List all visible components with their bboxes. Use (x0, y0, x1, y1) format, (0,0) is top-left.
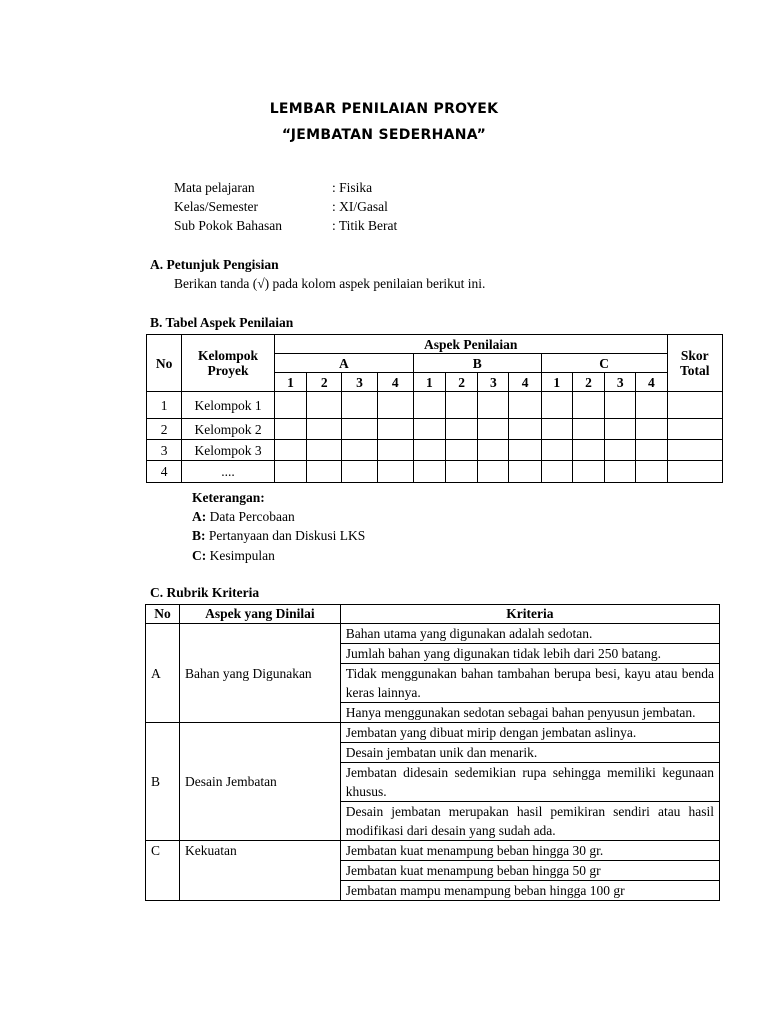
check-cell[interactable] (446, 461, 478, 483)
row-no: 3 (147, 440, 182, 461)
score-header: 4 (377, 373, 413, 392)
legend-heading: Keterangan: (192, 490, 265, 505)
check-cell[interactable] (509, 440, 541, 461)
table-row (147, 419, 723, 440)
row-group-name: Kelompok 3 (182, 440, 275, 461)
check-cell[interactable] (413, 461, 445, 483)
check-cell[interactable] (342, 461, 377, 483)
check-cell[interactable] (307, 392, 342, 419)
rubric-header-no: No (146, 605, 180, 624)
info-label-class: Kelas/Semester (174, 199, 258, 214)
check-cell[interactable] (509, 461, 541, 483)
check-cell[interactable] (636, 419, 667, 440)
check-cell[interactable] (572, 392, 604, 419)
score-header: 3 (478, 373, 509, 392)
check-cell[interactable] (274, 440, 306, 461)
check-cell[interactable] (446, 419, 478, 440)
check-cell[interactable] (541, 419, 572, 440)
check-cell[interactable] (636, 440, 667, 461)
total-cell[interactable] (667, 440, 723, 461)
legend-item-a: A: Data Percobaan (192, 509, 295, 524)
table-row (147, 392, 723, 419)
info-label-subject: Mata pelajaran (174, 180, 255, 195)
check-cell[interactable] (572, 461, 604, 483)
score-header: 4 (636, 373, 667, 392)
check-cell[interactable] (377, 392, 413, 419)
header-skor-total: Skor Total (667, 335, 723, 392)
check-cell[interactable] (605, 419, 636, 440)
section-b-heading: B. Tabel Aspek Penilaian (150, 315, 294, 330)
rubric-header-aspek: Aspek yang Dinilai (179, 605, 340, 624)
rubric-criterion: Tidak menggunakan bahan tambahan berupa besi, kayu atau benda keras lainnya. (340, 664, 719, 703)
score-header: 1 (413, 373, 445, 392)
check-cell[interactable] (605, 440, 636, 461)
score-header: 2 (572, 373, 604, 392)
rubric-criterion: Hanya menggunakan sedotan sebagai bahan penyusun jembatan. (340, 703, 719, 723)
rubric-group-aspek: Bahan yang Digunakan (179, 624, 340, 723)
check-cell[interactable] (342, 392, 377, 419)
check-cell[interactable] (478, 461, 509, 483)
info-label-topic: Sub Pokok Bahasan (174, 218, 282, 233)
check-cell[interactable] (478, 392, 509, 419)
check-cell[interactable] (274, 419, 306, 440)
table-row (147, 440, 723, 461)
header-aspek-penilaian: Aspek Penilaian (274, 335, 667, 354)
check-cell[interactable] (413, 440, 445, 461)
rubric-criterion: Jumlah bahan yang digunakan tidak lebih dari 250 batang. (340, 644, 719, 664)
header-group-c: C (541, 354, 667, 373)
section-a-heading: A. Petunjuk Pengisian (150, 257, 279, 272)
header-kelompok: Kelompok Proyek (182, 335, 275, 392)
info-value-class: : XI/Gasal (332, 199, 388, 214)
check-cell[interactable] (413, 392, 445, 419)
table-row (147, 461, 723, 483)
check-cell[interactable] (446, 440, 478, 461)
row-no: 2 (147, 419, 182, 440)
assessment-table (146, 334, 723, 483)
rubric-criterion: Desain jembatan unik dan menarik. (340, 743, 719, 763)
row-no: 1 (147, 392, 182, 419)
rubric-criterion: Desain jembatan merupakan hasil pemikiran sendiri atau hasil modifikasi dari desain yang sudah ada. (340, 802, 719, 841)
rubric-group-aspek: Kekuatan (179, 841, 340, 901)
check-cell[interactable] (572, 440, 604, 461)
row-no: 4 (147, 461, 182, 483)
rubric-criterion: Jembatan kuat menampung beban hingga 50 gr (340, 861, 719, 881)
check-cell[interactable] (377, 461, 413, 483)
info-value-topic: : Titik Berat (332, 218, 398, 233)
check-cell[interactable] (307, 440, 342, 461)
header-group-b: B (413, 354, 541, 373)
check-cell[interactable] (572, 419, 604, 440)
rubric-table (145, 604, 720, 901)
score-header: 1 (541, 373, 572, 392)
info-value-subject: : Fisika (332, 180, 373, 195)
rubric-criterion: Bahan utama yang digunakan adalah sedotan. (340, 624, 719, 644)
score-header: 1 (274, 373, 306, 392)
legend-item-c: C: Kesimpulan (192, 548, 275, 563)
rubric-group-aspek: Desain Jembatan (179, 723, 340, 841)
rubric-group-no: A (146, 624, 180, 723)
check-cell[interactable] (307, 419, 342, 440)
rubric-criterion: Jembatan yang dibuat mirip dengan jembatan aslinya. (340, 723, 719, 743)
check-cell[interactable] (274, 392, 306, 419)
check-cell[interactable] (605, 392, 636, 419)
rubric-group-no: B (146, 723, 180, 841)
rubric-criterion: Jembatan kuat menampung beban hingga 30 gr. (340, 841, 719, 861)
score-header: 2 (307, 373, 342, 392)
score-header: 4 (509, 373, 541, 392)
header-no: No (147, 335, 182, 392)
check-cell[interactable] (509, 392, 541, 419)
rubric-header-kriteria: Kriteria (340, 605, 719, 624)
check-cell[interactable] (342, 440, 377, 461)
check-cell[interactable] (636, 461, 667, 483)
score-header: 3 (342, 373, 377, 392)
check-cell[interactable] (446, 392, 478, 419)
total-cell[interactable] (667, 461, 723, 483)
rubric-criterion: Jembatan mampu menampung beban hingga 100 gr (340, 881, 719, 901)
check-cell[interactable] (478, 440, 509, 461)
check-cell[interactable] (307, 461, 342, 483)
legend-item-b: B: Pertanyaan dan Diskusi LKS (192, 528, 366, 543)
score-header: 3 (605, 373, 636, 392)
section-a-instruction: Berikan tanda (√) pada kolom aspek penilaian berikut ini. (174, 276, 486, 291)
check-cell[interactable] (274, 461, 306, 483)
check-cell[interactable] (636, 392, 667, 419)
check-cell[interactable] (509, 419, 541, 440)
row-group-name: .... (182, 461, 275, 483)
check-cell[interactable] (605, 461, 636, 483)
document-subtitle: “JEMBATAN SEDERHANA” (281, 127, 487, 143)
check-cell[interactable] (541, 392, 572, 419)
check-cell[interactable] (342, 419, 377, 440)
check-cell[interactable] (413, 419, 445, 440)
row-group-name: Kelompok 1 (182, 392, 275, 419)
check-cell[interactable] (541, 440, 572, 461)
check-cell[interactable] (377, 440, 413, 461)
document-title: LEMBAR PENILAIAN PROYEK (269, 101, 499, 117)
check-cell[interactable] (478, 419, 509, 440)
check-cell[interactable] (541, 461, 572, 483)
section-c-heading: C. Rubrik Kriteria (150, 585, 260, 600)
check-cell[interactable] (377, 419, 413, 440)
rubric-group-no: C (146, 841, 180, 901)
row-group-name: Kelompok 2 (182, 419, 275, 440)
header-group-a: A (274, 354, 413, 373)
score-header: 2 (446, 373, 478, 392)
total-cell[interactable] (667, 392, 723, 419)
rubric-criterion: Jembatan didesain sedemikian rupa sehingga memiliki kegunaan khusus. (340, 763, 719, 802)
total-cell[interactable] (667, 419, 723, 440)
